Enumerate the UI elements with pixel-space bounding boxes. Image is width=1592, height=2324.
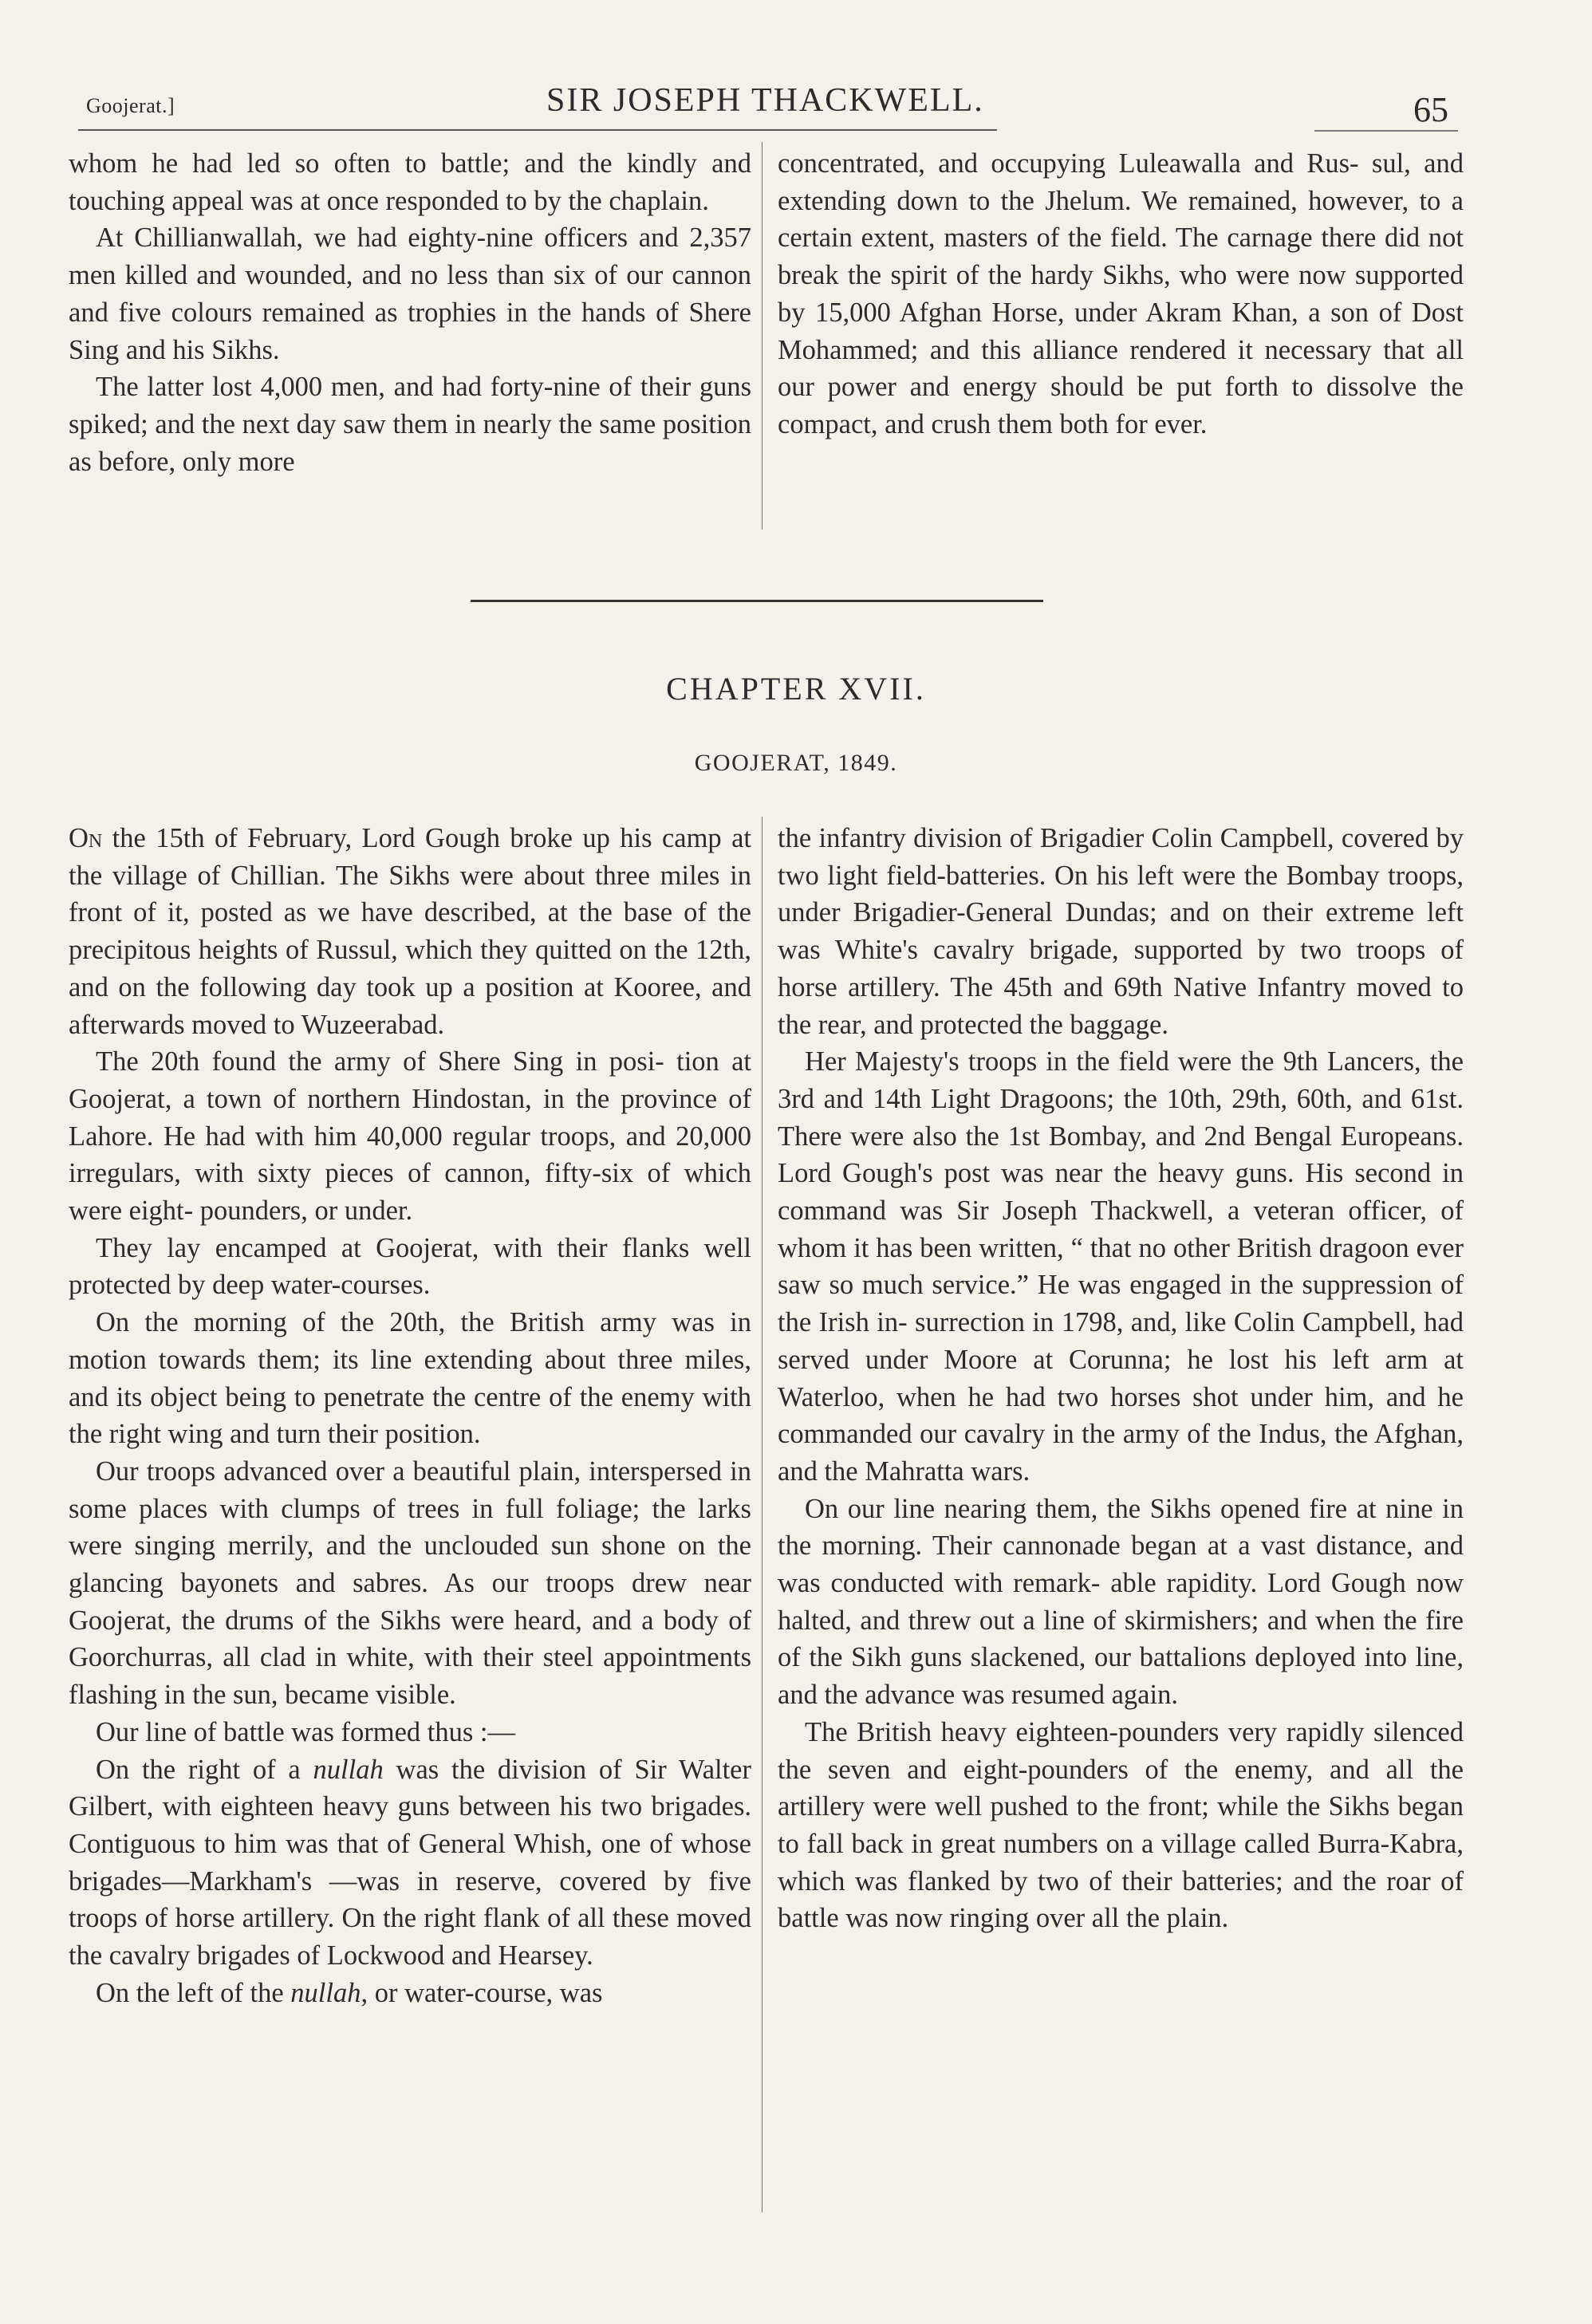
paragraph: The British heavy eighteen-pounders very rapidly silenced the seven and eight-pounders of the enemy, and all the artillery were well pushed to the front; while the Sikhs began to fall back in great numbers on a village called Burra-Kabra, which was flanked by two of their batteries; and the roar of battle was now ringing over all the plain. [778,1716,1464,1934]
column-divider-top [762,142,763,530]
text-run: , or water-course, was [361,1977,603,2008]
opening-word: On [69,823,103,853]
page-title: SIR JOSEPH THACKWELL. [546,82,984,119]
paragraph: The latter lost 4,000 men, and had forty-nine of their guns spiked; and the next day saw them in nearly the same position as before, only more [69,372,751,477]
page-number: 65 [1413,90,1448,129]
opening-paragraph [69,820,751,1043]
paragraph [69,1975,751,2012]
paragraph: whom he had led so often to battle; and the kindly and touching appeal was at once responded to by the chaplain. [69,148,751,216]
italic-term: nullah [313,1754,384,1785]
paragraph: They lay encamped at Goojerat, with their flanks well protected by deep water-courses. [69,1232,751,1301]
paragraph: At Chillianwallah, we had eighty-nine officers and 2,357 men killed and wounded, and no less than six of our cannon and five colours remained as trophies in the hands of Shere Sing and his Sikhs. [69,223,751,365]
paragraph: Our troops advanced over a beautiful plain, interspersed in some places with clumps of trees in full foliage; the larks were singing merrily, and the unclouded sun shone on the glancing bayonets and sabres. As our troops drew near Goojerat, the drums of the Sikhs were heard, and a body of Goorchurras, all clad in white, with their steel appointments flashing in the sun, became visible. [69,1455,751,1711]
body-left-column [69,820,751,2012]
chapter-heading: CHAPTER XVII. [666,671,926,707]
paragraph [69,1751,751,1975]
section-rule [471,600,1043,602]
paragraph: Our line of battle was formed thus :— [96,1716,516,1747]
chapter-subheading: GOOJERAT, 1849. [694,750,898,776]
paragraph: concentrated, and occupying Luleawalla and Rus- sul, and extending down to the Jhelum. We remained, however, to a certain extent, masters of the field. The carnage there did not break the spirit of the hardy Sikhs, who were now supported by 15,000 Afghan Horse, under Akram Khan, a son of Dost Mohammed; and this alliance rendered it necessary that all our power and energy should be put forth to dissolve the compact, and crush them both for ever. [778,148,1464,439]
running-header-left: Goojerat.] [86,94,175,117]
italic-term: nullah [290,1977,361,2008]
paragraph: the infantry division of Brigadier Colin Campbell, covered by two light field-batteries. On his left were the Bombay troops, under Brigadier-General Dundas; and on their extreme left was White's cavalry brigade, supported by two troops of horse artillery. The 45th and 69th Native Infantry moved to the rear, and protected the baggage. [778,823,1464,1040]
column-divider-bottom [762,817,763,2212]
body-right-column [778,820,1464,1937]
text-run: On the right of a [96,1754,313,1785]
text-run: On the left of the [96,1977,291,2008]
header-rule-right [1314,130,1458,132]
paragraph: On our line nearing them, the Sikhs opened fire at nine in the morning. Their cannonade began at a vast distance, and was conducted with remark- able rapidity. Lord Gough now halted, and threw out a line of skirmishers; and when the fire of the Sikh guns slackened, our battalions deployed into line, and the advance was resumed again. [778,1493,1464,1711]
paragraph: The 20th found the army of Shere Sing in posi- tion at Goojerat, a town of northern Hindostan, in the province of Lahore. He had with him 40,000 regular troops, and 20,000 irregulars, with sixty pieces of cannon, fifty-six of which were eight- pounders, or under. [69,1046,751,1227]
paragraph: Her Majesty's troops in the field were the 9th Lancers, the 3rd and 14th Light Dragoons; the 10th, 29th, 60th, and 61st. There were also the 1st Bombay, and 2nd Bengal Europeans. Lord Gough's post was near the heavy guns. His second in command was Sir Joseph Thackwell, a veteran officer, of whom it has been written, “ that no other British dragoon ever saw so much service.” He was engaged in the suppression of the Irish in- surrection in 1798, and, like Colin Campbell, had served under Moore at Corunna; he lost his left arm at Waterloo, when he had two horses shot under him, and he commanded our cavalry in the army of the Indus, the Afghan, and the Mahratta wars. [778,1046,1464,1487]
text-run: was the division of Sir Walter Gilbert, with eighteen heavy guns between his two brigades. Contiguous to him was that of General Whish, one of whose brigades—Markham's —was in reserve, covered by five troops of horse artillery. On the right flank of all these moved the cavalry brigades of Lockwood and Hearsey. [69,1754,751,1971]
paragraph: On the morning of the 20th, the British army was in motion towards them; its line extending about three miles, and its object being to penetrate the centre of the enemy with the right wing and turn their position. [69,1307,751,1450]
header-rule [78,129,997,131]
top-left-column [69,145,751,480]
opening-text: the 15th of February, Lord Gough broke up his camp at the village of Chillian. The Sikhs were about three miles in front of it, posted as we have described, at the base of the precipitous heights of Russul, which they quitted on the 12th, and on the following day took up a position at Kooree, and afterwards moved to Wuzeerabad. [69,823,751,1040]
top-right-column [778,145,1464,443]
